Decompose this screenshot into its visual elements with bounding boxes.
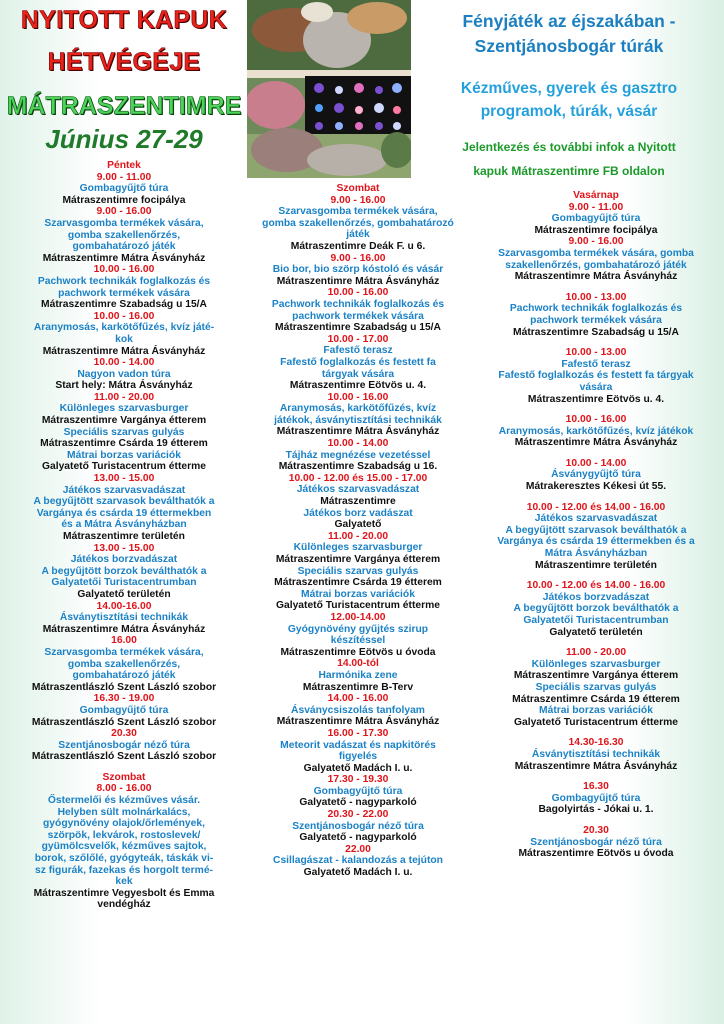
program-time: 10.00 - 14.00 (565, 457, 627, 469)
program-title: Speciális szarvas gulyás (63, 426, 185, 438)
program-time: 14.30-16.30 (568, 737, 624, 749)
title-line-2: HÉTVÉGÉJE (47, 48, 201, 76)
program-title: gombahatározó játék (72, 241, 176, 253)
program-location: Mátraszentimre Deák F. u 6. (290, 240, 426, 252)
program-location: Mátraszentimre Mátra Ásványház (276, 716, 440, 728)
program-location: Mátraszentimre Mátra Ásványház (42, 252, 206, 264)
program-title: Fafestő terasz (323, 345, 393, 357)
program-title: Aranymosás, karkötőfűzés, kvíz játé- (33, 322, 215, 334)
spacer (468, 283, 724, 292)
program-title: gombahatározó játék (72, 670, 176, 682)
program-title: Fafestő terasz (561, 358, 631, 370)
program-location: Galyatető (334, 519, 382, 531)
program-time: 10.00 - 16.00 (327, 287, 389, 299)
program-time: 17.30 - 19.30 (327, 774, 389, 786)
program-title: Játékos borzvadászat (70, 554, 178, 566)
program-title: Aranymosás, karkötőfűzés, kvíz (279, 403, 437, 415)
spacer (468, 493, 724, 502)
program-time: 9.00 - 11.00 (568, 201, 624, 213)
program-title: Ásványgyűjtő túra (551, 469, 641, 481)
program-time: 16.00 (111, 635, 137, 647)
program-time: 14.00 - 16.00 (327, 693, 389, 705)
program-title: tárgyak vására (321, 368, 395, 380)
program-location: Mátraszentlászló Szent László szobor (31, 716, 217, 728)
tagline-info-1: Jelentkezés és további infok a Nyitott (462, 140, 676, 154)
sunday-column (468, 190, 724, 860)
program-time: 20.30 (111, 728, 137, 740)
program-title: sz figurák, fazekas és horgolt termé- (35, 864, 213, 876)
program-title: Gombagyűjtő túra (79, 183, 169, 195)
program-title: Fafestő foglalkozás és festett fa (280, 356, 436, 368)
program-time: 11.00 - 20.00 (93, 391, 155, 403)
spacer (468, 638, 724, 647)
program-location: Mátraszentimre Mátra Ásványház (514, 760, 678, 772)
program-time: 16.00 - 17.30 (327, 727, 389, 739)
program-location: Galyatető Turistacentrum étterme (41, 461, 207, 473)
spacer (468, 728, 724, 737)
program-title: Fafestő foglalkozás és festett fa tárgyak (498, 370, 694, 382)
program-location: Galyatető Madách I. u. (303, 762, 413, 774)
program-time: 9.00 - 11.00 (96, 171, 152, 183)
spacer (468, 571, 724, 580)
program-title: pachwork termékek vására (58, 287, 190, 299)
program-title: Speciális szarvas gulyás (535, 681, 657, 693)
program-title: Szarvasgomba termékek vására, (44, 217, 204, 229)
program-title: Gombagyűjtő túra (551, 213, 641, 225)
program-time: 10.00 - 16.00 (93, 264, 155, 276)
program-title: Meteorit vadászat és napkitörés (280, 739, 436, 751)
program-title: gomba szakellenőrzés, gombahatározó (262, 217, 454, 229)
program-location: Mátraszentimre területén (63, 531, 185, 542)
program-time: 8.00 - 16.00 (96, 783, 152, 795)
program-title: kek (115, 876, 133, 888)
saturday-column (246, 183, 470, 879)
program-location: Mátraszentimre B-Terv (302, 681, 414, 693)
program-title: Gombagyűjtő túra (79, 704, 169, 716)
program-time: 20.30 (583, 824, 609, 836)
program-time: 11.00 - 20.00 (327, 530, 389, 542)
program-location: Start hely: Mátra Ásványház (55, 380, 193, 392)
program-location: Mátraszentimre Mátra Ásványház (276, 275, 440, 287)
program-title: Ásványtisztítási technikák (59, 612, 189, 624)
program-location: Mátraszentimre Mátra Ásványház (42, 623, 206, 635)
tagline-sub-2: programok, túrák, vásár (480, 103, 658, 120)
program-time: 10.00 - 16.00 (565, 414, 627, 426)
program-title: pachwork termékek vására (292, 310, 424, 322)
program-location: Galyatető - nagyparkoló (299, 832, 417, 844)
tagline-title-1: Fényjáték az éjszakában - (462, 11, 676, 31)
program-time: 10.00 - 12.00 és 14.00 - 16.00 (526, 580, 666, 592)
program-location: Mátraszentimre Csárda 19 étterem (512, 693, 680, 705)
program-title: Mátrai borzas variációk (539, 705, 653, 717)
program-title: Játékos szarvasvadászat (62, 484, 186, 496)
program-location: Mátraszentimre Szabadság u 15/A (41, 299, 207, 311)
program-title: Szarvasgomba termékek vására, gomba (498, 247, 694, 259)
program-title: Játékos szarvasvadászat (534, 513, 658, 525)
program-title: Ásványtisztítási technikák (531, 748, 661, 760)
town-name: MÁTRASZENTIMRE (6, 92, 242, 120)
program-location: Mátrakeresztes Kékesi út 55. (525, 481, 667, 493)
program-location: Mátraszentimre Csárda 19 étterem (274, 577, 442, 589)
program-location: Mátraszentimre (320, 496, 396, 508)
program-title: szörpök, lekvárok, rostoslevek/ (47, 829, 201, 841)
program-title: készítéssel (330, 635, 386, 647)
program-time: 10.00 - 13.00 (565, 291, 627, 303)
program-location: Mátraszentimre Mátra Ásványház (42, 345, 206, 357)
program-time: 10.00 - 12.00 és 15.00 - 17.00 (288, 472, 428, 484)
program-title: Pachwork technikák foglalkozás és (271, 298, 445, 310)
spacer (468, 449, 724, 458)
program-title: gomba szakellenőrzés, (67, 229, 181, 241)
program-title: Harmónika zene (318, 669, 398, 681)
program-title: Mátrai borzas variációk (301, 588, 415, 600)
program-location: Mátraszentimre Eötvös u. 4. (289, 380, 427, 392)
program-title: Galyatetői Turistacentrumban (523, 615, 669, 626)
spacer (0, 763, 248, 772)
program-title: Különleges szarvasburger (59, 403, 189, 415)
friday-saturday-column (0, 160, 248, 911)
program-location: Mátraszentimre Csárda 19 étterem (40, 438, 208, 450)
program-time: 22.00 (345, 843, 371, 855)
program-time: 10.00 - 13.00 (565, 347, 627, 359)
program-time: 10.00 - 12.00 és 14.00 - 16.00 (526, 501, 666, 513)
program-title: Gyógynövény gyűjtés szirup (287, 623, 429, 635)
program-title: Csillagászat - kalandozás a tejúton (273, 855, 443, 867)
program-title: Játékos borzvadászat (542, 591, 650, 603)
program-time: 13.00 - 15.00 (93, 473, 155, 485)
program-time: 9.00 - 16.00 (330, 252, 386, 264)
program-location: Bagolyirtás - Jókai u. 1. (538, 804, 654, 816)
program-location: Galyatető - nagyparkoló (299, 797, 417, 809)
program-title: Szarvasgomba termékek vására, (278, 206, 438, 218)
program-title: Gombagyűjtő túra (551, 792, 641, 804)
program-time: 20.30 - 22.00 (327, 809, 389, 821)
program-title: vására (579, 381, 613, 393)
program-location: Mátraszentlászló Szent László szobor (31, 751, 217, 763)
spacer (468, 816, 724, 825)
program-title: Gombagyűjtő túra (313, 785, 403, 797)
program-location: Mátraszentimre Eötvös u óvoda (518, 848, 674, 860)
program-location: Mátraszentimre focipálya (62, 194, 186, 206)
tagline-title-2: Szentjánosbogár túrák (474, 36, 664, 56)
program-title: Szarvasgomba termékek vására, (44, 646, 204, 658)
program-time: 16.30 - 19.00 (93, 693, 155, 705)
program-location: Mátraszentimre Eötvös u. 4. (527, 393, 665, 405)
program-location: Mátraszentimre Mátra Ásványház (514, 437, 678, 449)
program-title: Ásványcsiszolás tanfolyam (291, 704, 425, 716)
program-title: gyógynövény olajok/őrlemények, (43, 818, 205, 830)
program-title: A begyűjtött borzok beválthatók a (41, 565, 207, 577)
program-title: Speciális szarvas gulyás (297, 565, 419, 577)
title-line-1: NYITOTT KAPUK (20, 6, 228, 34)
program-title: Pachwork technikák foglalkozás és (37, 275, 211, 287)
program-location: Mátraszentimre Mátra Ásványház (514, 271, 678, 283)
program-time: 10.00 - 14.00 (93, 357, 155, 369)
program-time: 10.00 - 16.00 (327, 391, 389, 403)
program-title: Aranymosás, karkötőfűzés, kvíz játékok (498, 425, 694, 437)
program-location: Mátraszentimre Vargánya étterem (275, 554, 441, 565)
program-location: Mátraszentimre Vegyesbolt és Emma (33, 887, 215, 899)
program-title: Vargánya és csárda 19 éttermekben és a (497, 536, 695, 548)
program-location: Mátraszentimre Mátra Ásványház (276, 426, 440, 438)
program-location: Mátraszentimre területén (535, 559, 657, 571)
program-location: Galyatető Madách I. u. (303, 867, 413, 879)
spacer (468, 772, 724, 781)
program-title: A begyűjtött borzok beválthatók a (513, 603, 679, 615)
program-time: 10.00 - 16.00 (93, 310, 155, 322)
tagline-sub-1: Kézműves, gyerek és gasztro (460, 80, 678, 97)
program-time: Szombat (336, 183, 380, 194)
program-title: Szentjánosbogár néző túra (58, 739, 190, 751)
program-location: Mátraszentimre Szabadság u 15/A (275, 322, 441, 334)
program-location: Mátraszentimre focipálya (534, 224, 658, 236)
program-title: A begyűjtött szarvasok beválthatók a (505, 524, 687, 536)
program-time: 9.00 - 16.00 (330, 194, 386, 206)
program-title: Különleges szarvasburger (531, 658, 661, 670)
program-location: Mátraszentimre Vargánya étterem (513, 670, 679, 682)
program-title: Különleges szarvasburger (293, 542, 423, 554)
program-time: 9.00 - 16.00 (568, 236, 624, 248)
program-time: 16.30 (583, 781, 609, 793)
program-time: Péntek (107, 160, 141, 171)
program-title: Mátrai borzas variációk (67, 449, 181, 461)
program-title: Galyatetői Turistacentrumban (51, 577, 197, 589)
program-title: Nagyon vadon túra (77, 368, 171, 380)
program-location: vendégház (97, 899, 151, 911)
photo-collage (247, 0, 411, 178)
program-title: pachwork termékek vására (530, 314, 662, 326)
program-title: gyümölcsvelők, kézműves sajtok, (41, 841, 207, 853)
program-title: borok, szőlőlé, gyógyteák, táskák vi- (34, 853, 214, 865)
program-location: Mátraszentlászló Szent László szobor (31, 681, 217, 693)
program-time: 14.00-16.00 (96, 600, 152, 612)
program-title: Pachwork technikák foglalkozás és (509, 303, 683, 315)
program-time: 10.00 - 17.00 (327, 333, 389, 345)
program-title: Szentjánosbogár néző túra (530, 836, 662, 848)
program-location: Galyatető területén (549, 626, 643, 638)
tagline-info-2: kapuk Mátraszentimre FB oldalon (473, 164, 665, 178)
program-title: Őstermelői és kézműves vásár. (47, 795, 201, 807)
program-time: 9.00 - 16.00 (96, 206, 152, 218)
program-title: Tájház megnézése vezetéssel (285, 449, 431, 461)
program-title: gomba szakellenőrzés, (67, 658, 181, 670)
program-location: Mátraszentimre Szabadság u 16. (278, 461, 438, 473)
program-time: 10.00 - 14.00 (327, 438, 389, 450)
program-title: és a Mátra Ásványházban (61, 519, 187, 531)
program-location: Galyatető területén (77, 588, 171, 600)
program-title: figyelés (338, 751, 378, 763)
program-time: 14.00-tól (337, 658, 379, 670)
program-title: Vargánya és csárda 19 éttermekben (36, 507, 212, 519)
program-location: Galyatető Turistacentrum étterme (513, 716, 679, 728)
program-title: Bio bor, bio szörp kóstoló és vásár (272, 264, 444, 276)
program-location: Mátraszentimre Eötvös u óvoda (280, 646, 436, 658)
program-title: kok (115, 333, 133, 345)
program-title: Szentjánosbogár néző túra (292, 820, 424, 832)
program-title: Játékos borz vadászat (303, 507, 413, 519)
program-title: Mátra Ásványházban (544, 548, 648, 560)
program-title: játékok, ásványtisztítási technikák (274, 414, 442, 426)
event-date: Június 27-29 (45, 124, 203, 154)
program-title: játék (346, 229, 370, 241)
program-time: 13.00 - 15.00 (93, 542, 155, 554)
program-location: Mátraszentimre Vargánya étterem (41, 415, 207, 427)
program-location: Mátraszentimre Szabadság u 15/A (513, 326, 679, 338)
poster-title-block (0, 0, 248, 160)
program-title: Játékos szarvasvadászat (296, 484, 420, 496)
program-title: Helyben sült molnárkalács, (57, 806, 191, 818)
program-title: szakellenőrzés, gombahatározó játék (505, 259, 687, 271)
program-time: Vasárnap (573, 190, 619, 201)
spacer (468, 338, 724, 347)
program-time: 12.00-14.00 (330, 611, 386, 623)
program-time: 11.00 - 20.00 (565, 647, 627, 659)
spacer (468, 405, 724, 414)
program-location: Galyatető Turistacentrum étterme (275, 600, 441, 612)
program-time: Szombat (102, 771, 146, 783)
program-title: A begyűjtött szarvasok beválthatók a (33, 496, 215, 508)
